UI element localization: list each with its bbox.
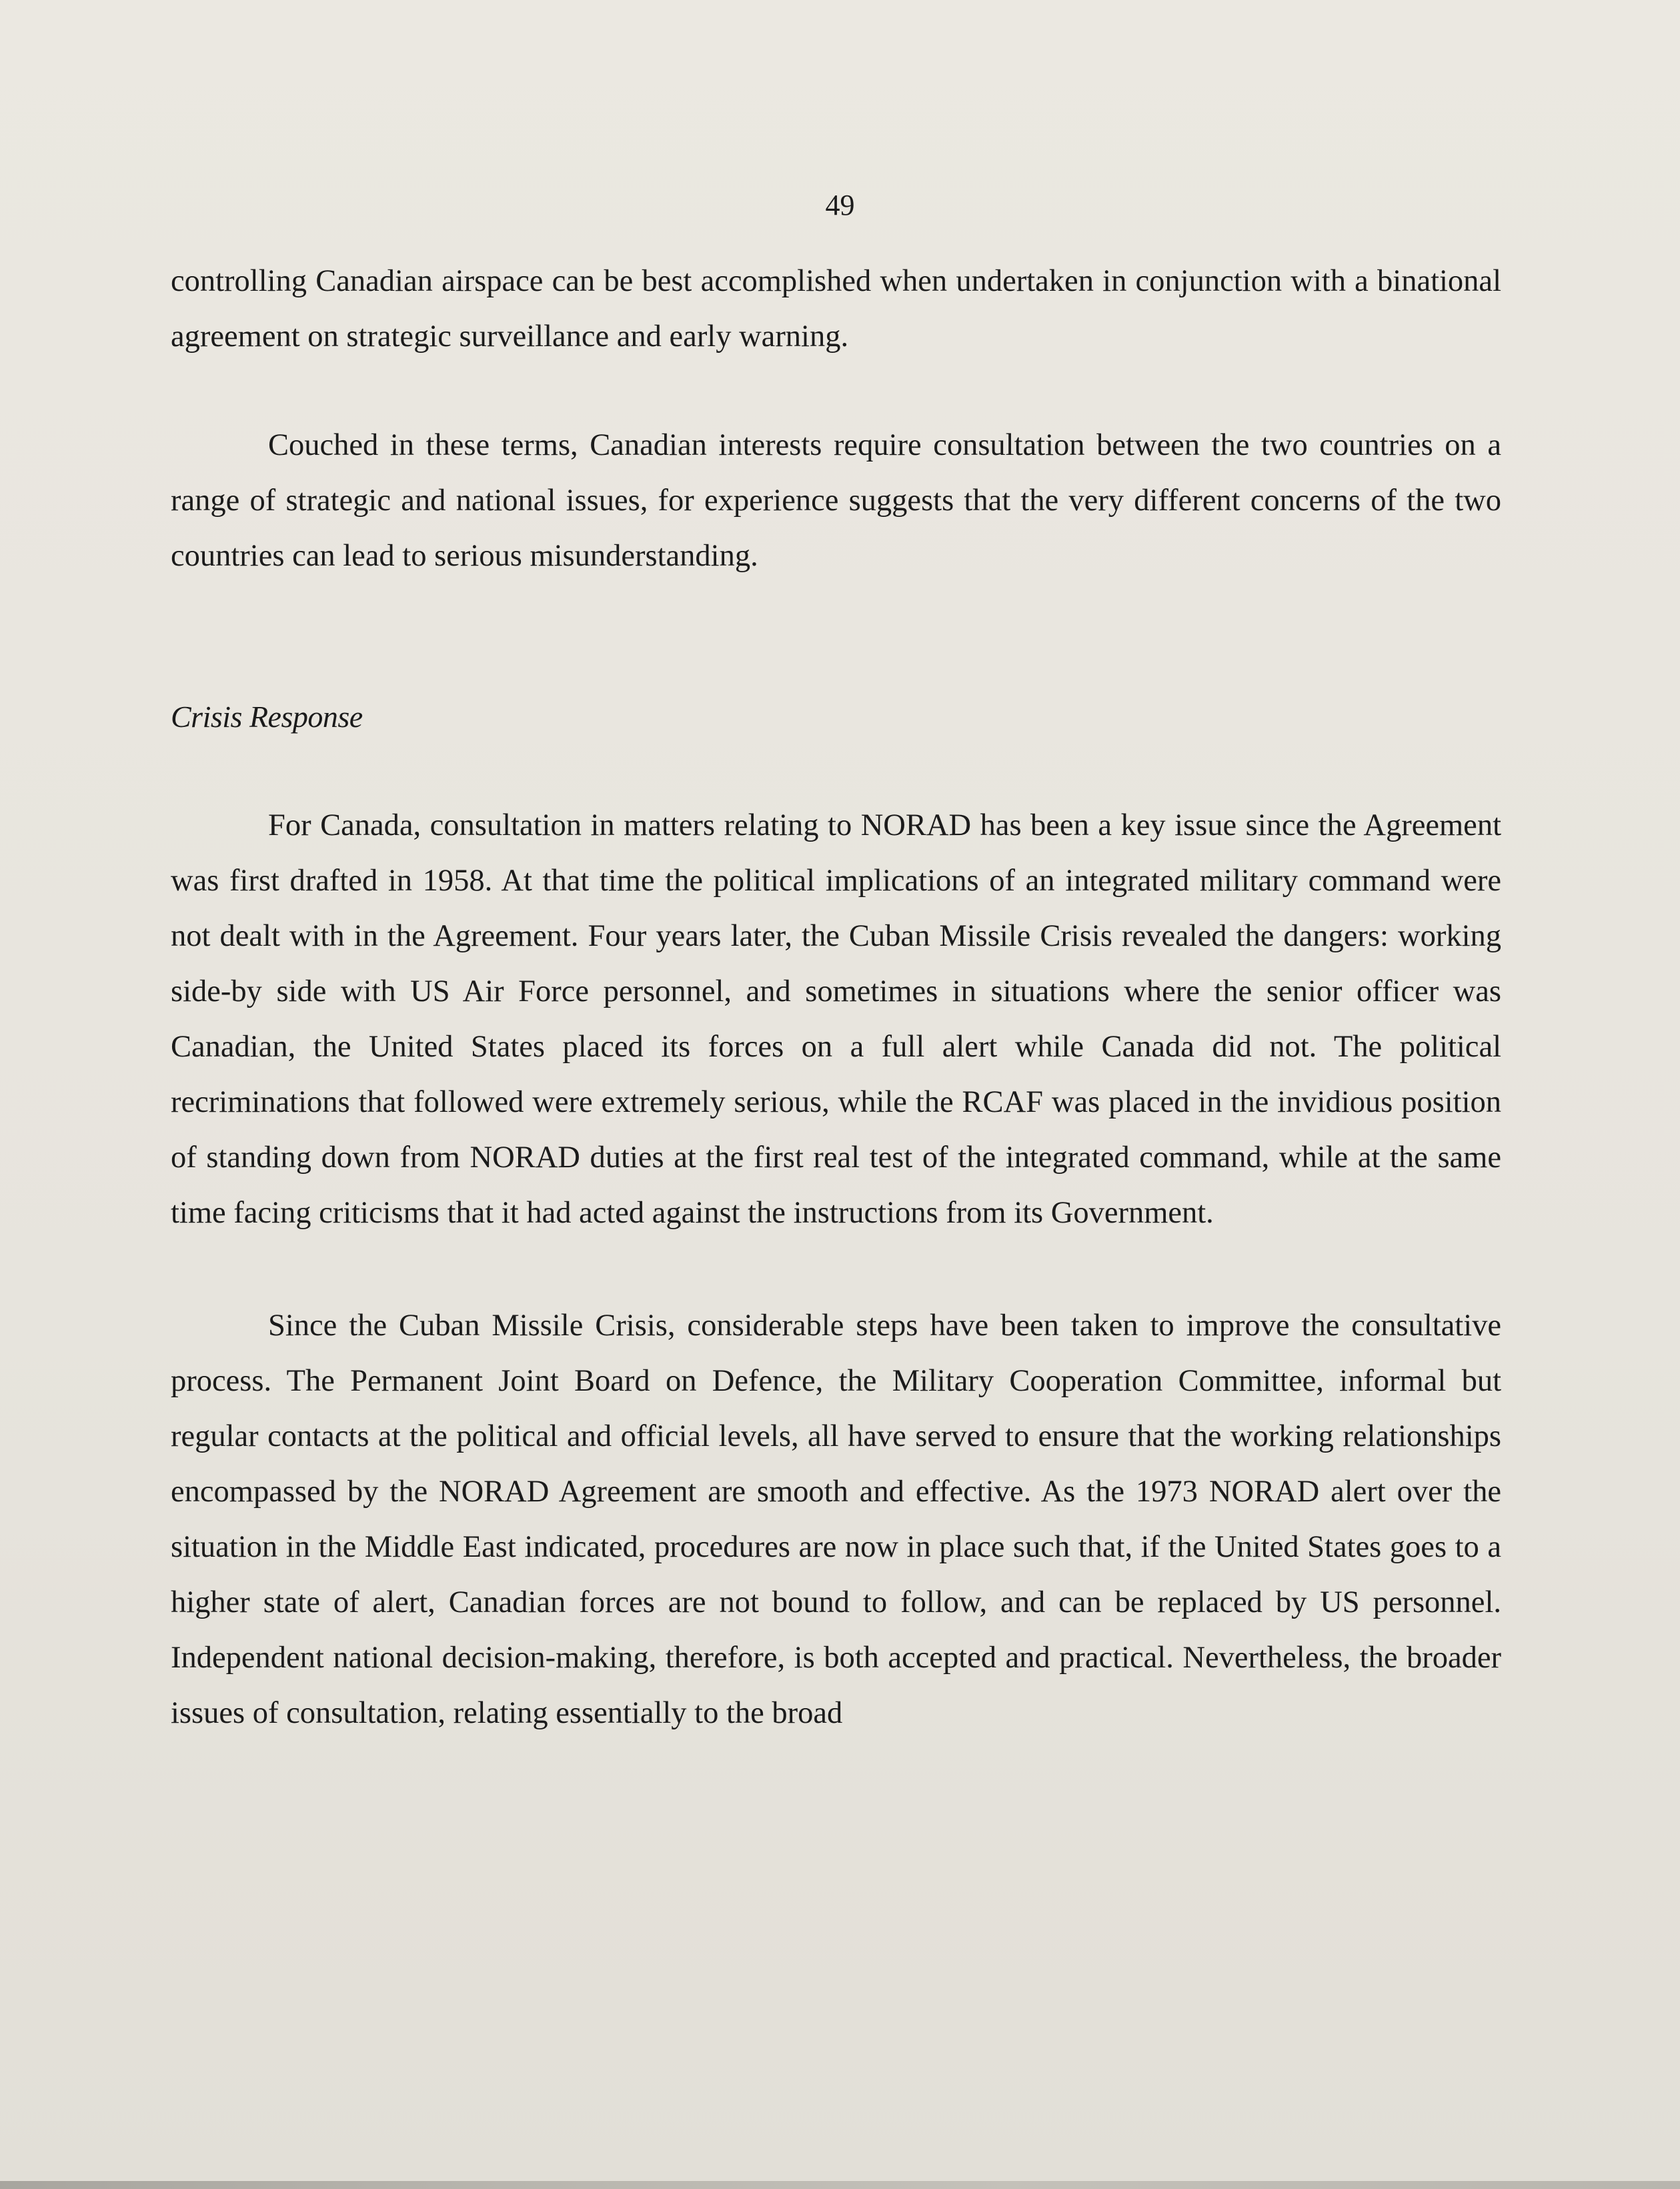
- paragraph-canada-consultation: For Canada, consultation in matters relating to NORAD has been a key issue since the Agreement was first drafted in 1958. At that time the political implications of an integrated military command were not dealt with in the Agreement. Four years later, the Cuban Missile Crisis revealed the dangers: working side-by side with US Air Force personnel, and sometimes in situations where the senior officer was Canadian, the United States placed its forces on a full alert while Canada did not. The political recriminations that followed were extremely serious, while the RCAF was placed in the invidious position of standing down from NORAD duties at the first real test of the integrated command, while at the same time facing criticisms that it had acted against the instructions from its Government.: [171, 808, 1501, 1230]
- scan-edge: [0, 2181, 1680, 2189]
- page-number: 49: [825, 189, 855, 221]
- paragraph-since-cuban-crisis: Since the Cuban Missile Crisis, considerable steps have been taken to improve the consultative process. The Permanent Joint Board on Defence, the Military Cooperation Committee, informal but regular contacts at the political and official levels, all have served to ensure that the working relationships encompassed by the NORAD Agreement are smooth and effective. As the 1973 NORAD alert over the situation in the Middle East indicated, procedures are now in place such that, if the United States goes to a higher state of alert, Canadian forces are not bound to follow, and can be replaced by US personnel. Independent national decision-making, therefore, is both accepted and practical. Nevertheless, the broader issues of consultation, relating essentially to the broad: [171, 1309, 1501, 1730]
- body-text: [171, 253, 1501, 1741]
- paragraph-continuation: controlling Canadian airspace can be best accomplished when undertaken in conjunction with a binational agreement on strategic surveillance and early warning.: [171, 264, 1501, 353]
- section-heading-crisis-response: Crisis Response: [171, 700, 363, 734]
- paragraph-consultation: Couched in these terms, Canadian interests require consultation between the two countries on a range of strategic and national issues, for experience suggests that the very different concerns of the two countries can lead to serious misunderstanding.: [171, 428, 1501, 573]
